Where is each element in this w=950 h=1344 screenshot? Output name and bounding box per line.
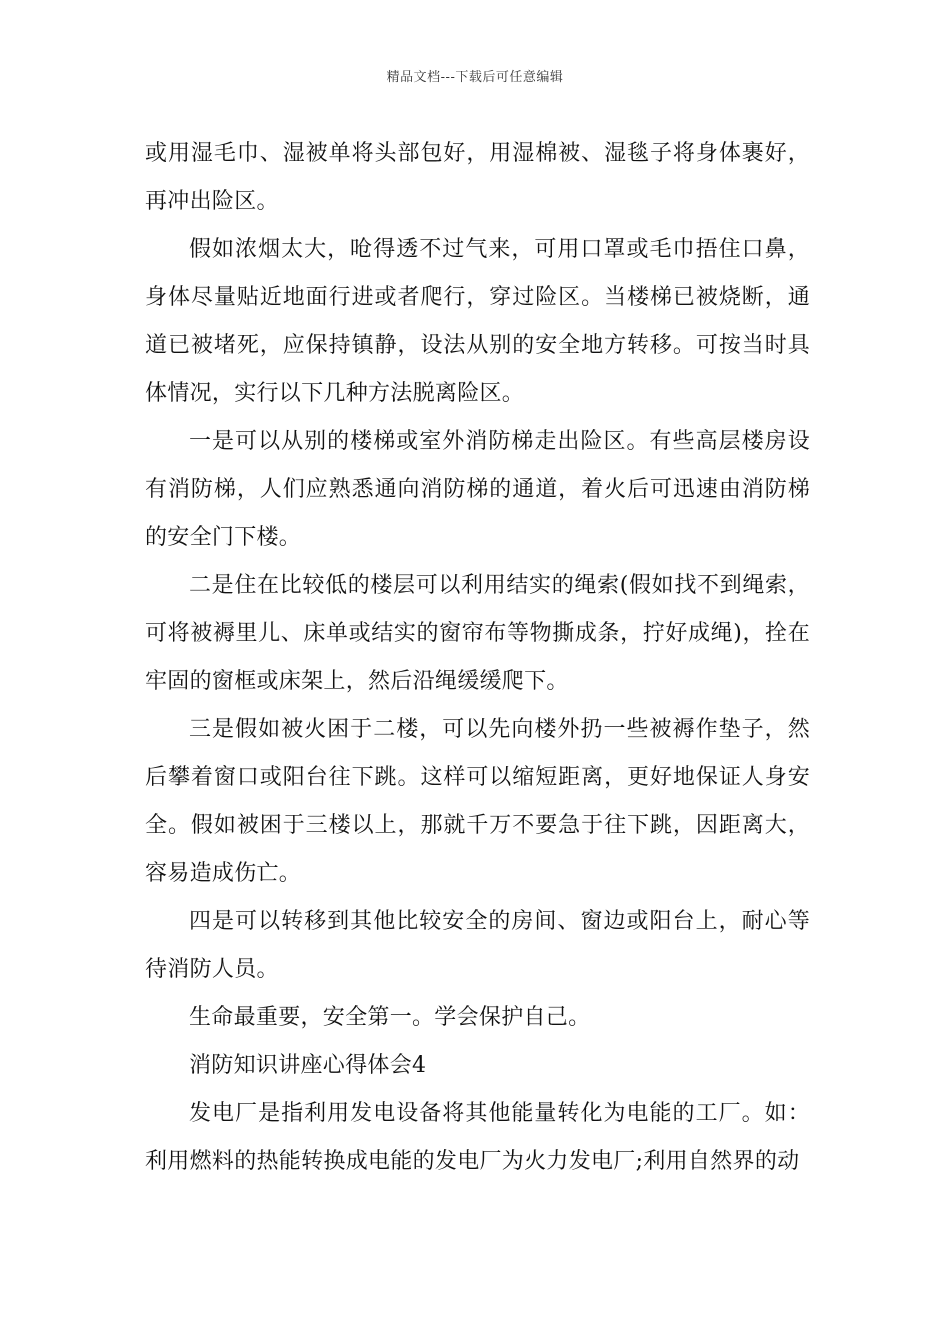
paragraph-7: 生命最重要，安全第一。学会保护自己。 [189, 1005, 591, 1030]
paragraph-1: 或用湿毛巾、湿被单将头部包好，用湿棉被、湿毯子将身体裹好，再冲出险区。 [145, 141, 810, 214]
paragraph-2: 假如浓烟太大，呛得透不过气来，可用口罩或毛巾捂住口鼻，身体尽量贴近地面行进或者爬行，穿过险区。当楼梯已被烧断，通道已被堵死，应保持镇静，设法从别的安全地方转移。可按当时具体情况，实行以下几种方法脱离险区。 [145, 237, 810, 406]
paragraph-8: 发电厂是指利用发电设备将其他能量转化为电能的工厂。如：利用燃料的热能转换成电能的发电厂为火力发电厂;利用自然界的动 [145, 1101, 810, 1174]
paragraph-6: 四是可以转移到其他比较安全的房间、窗边或阳台上，耐心等待消防人员。 [145, 909, 810, 982]
section-heading: 消防知识讲座心得体会4 [189, 1053, 427, 1078]
document-body [145, 130, 810, 1186]
page-header: 精品文档---下载后可任意编辑 [386, 70, 564, 85]
paragraph-5: 三是假如被火困于二楼，可以先向楼外扔一些被褥作垫子，然后攀着窗口或阳台往下跳。这样可以缩短距离，更好地保证人身安全。假如被困于三楼以上，那就千万不要急于往下跳，因距离大，容易造成伤亡。 [145, 717, 810, 886]
paragraph-4: 二是住在比较低的楼层可以利用结实的绳索(假如找不到绳索，可将被褥里儿、床单或结实的窗帘布等物撕成条，拧好成绳)，拴在牢固的窗框或床架上，然后沿绳缓缓爬下。 [145, 573, 810, 694]
paragraph-3: 一是可以从别的楼梯或室外消防梯走出险区。有些高层楼房设有消防梯，人们应熟悉通向消防梯的通道，着火后可迅速由消防梯的安全门下楼。 [145, 429, 810, 550]
